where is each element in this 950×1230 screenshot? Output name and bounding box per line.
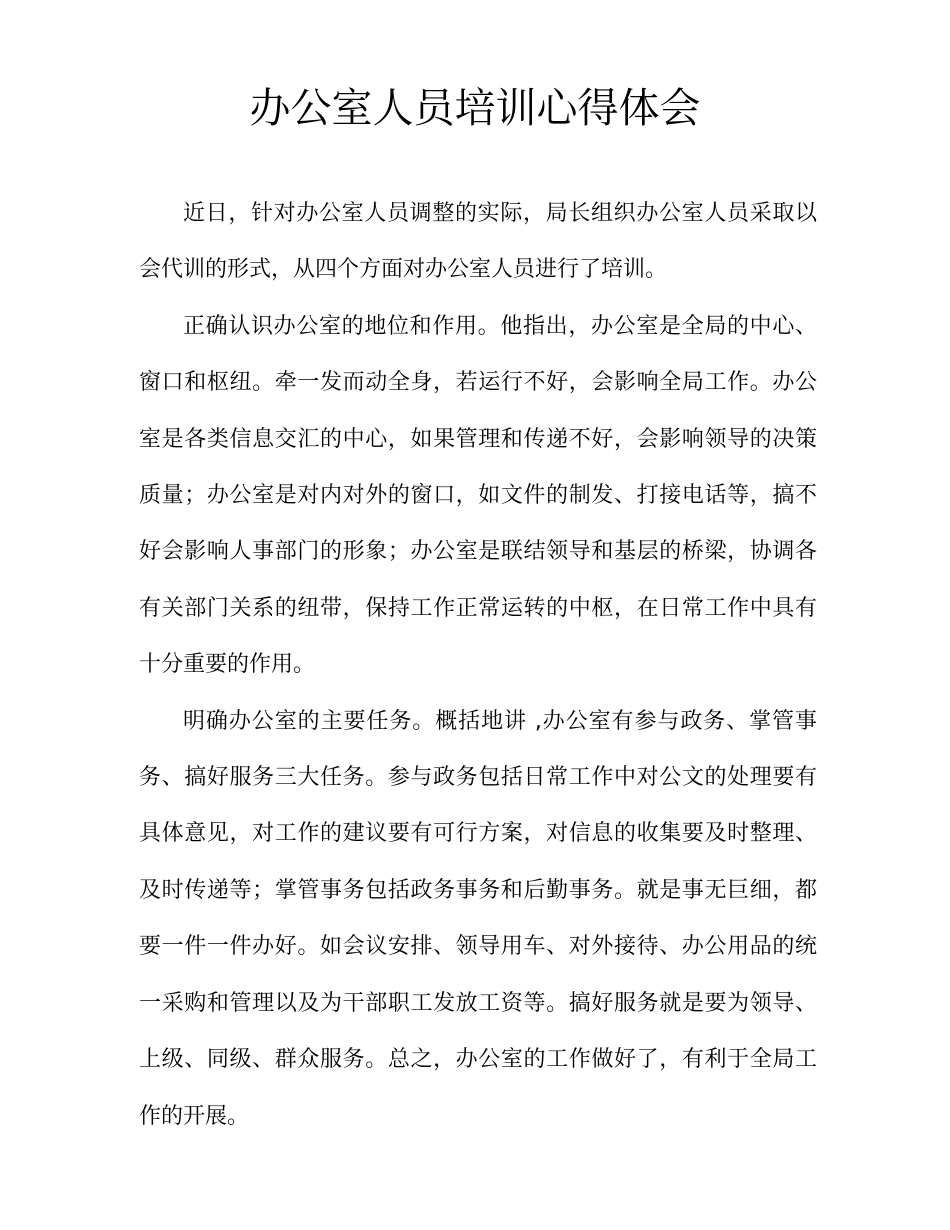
- paragraph-role-of-office: 正确认识办公室的地位和作用。他指出，办公室是全局的中心、窗口和枢纽。牵一发而动全身，若运行不好，会影响全局工作。办公室是各类信息交汇的中心，如果管理和传递不好，会影响领导的决策质量；办公室是对内对外的窗口，如文件的制发、打接电话等，搞不好会影响人事部门的形象；办公室是联结领导和基层的桥梁，协调各有关部门关系的纽带，保持工作正常运转的中枢，在日常工作中具有十分重要的作用。: [139, 313, 817, 678]
- paragraph-intro: 近日，针对办公室人员调整的实际，局长组织办公室人员采取以会代训的形式，从四个方面对办公室人员进行了培训。: [139, 201, 817, 283]
- document-title: 办公室人员培训心得体会: [249, 84, 701, 132]
- document-body: [139, 186, 817, 1145]
- paragraph-main-tasks: 明确办公室的主要任务。概括地讲 ,办公室有参与政务、掌管事务、搞好服务三大任务。参与政务包括日常工作中对公文的处理要有具体意见，对工作的建议要有可行方案，对信息的收集要及时整理、及时传递等；掌管事务包括政务事务和后勤事务。就是事无巨细，都要一件一件办好。如会议安排、领导用车、对外接待、办公用品的统一采购和管理以及为干部职工发放工资等。搞好服务就是要为领导、上级、同级、群众服务。总之，办公室的工作做好了，有利于全局工作的开展。: [139, 708, 817, 1129]
